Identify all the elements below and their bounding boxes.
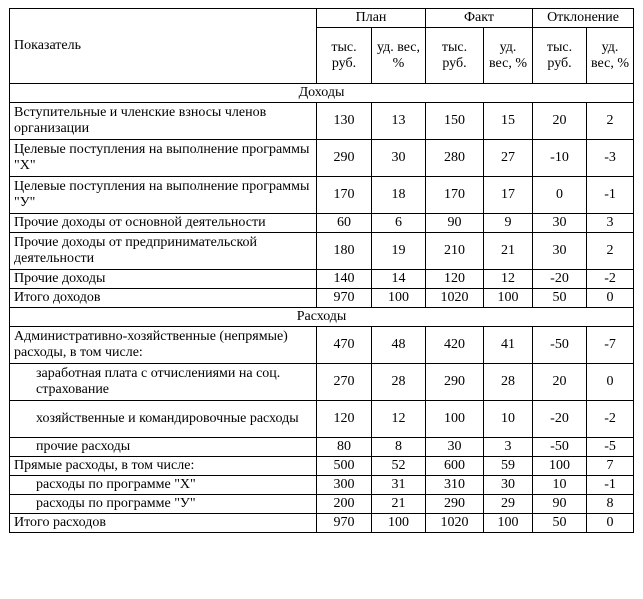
header-indicator: Показатель: [10, 9, 317, 84]
budget-table: [9, 8, 634, 533]
row-value: 30: [533, 233, 587, 270]
row-label: Административно-хозяйственные (непрямые) расходы, в том числе:: [10, 327, 317, 364]
row-value: 100: [372, 514, 426, 533]
row-label: Прочие доходы от предпринимательской деятельности: [10, 233, 317, 270]
header-unit-amount: тыс. руб.: [533, 28, 587, 84]
row-value: 41: [484, 327, 533, 364]
table-row: [10, 438, 634, 457]
row-value: -20: [533, 401, 587, 438]
row-value: 12: [484, 270, 533, 289]
header-unit-share: уд. вес, %: [372, 28, 426, 84]
row-value: 180: [317, 233, 372, 270]
section-row: [10, 84, 634, 103]
row-value: 30: [533, 214, 587, 233]
row-value: 6: [372, 214, 426, 233]
row-value: 21: [372, 495, 426, 514]
row-value: 14: [372, 270, 426, 289]
row-value: 0: [533, 177, 587, 214]
row-value: 2: [587, 103, 634, 140]
row-value: 100: [372, 289, 426, 308]
table-row: [10, 476, 634, 495]
table-row: [10, 364, 634, 401]
row-value: 120: [317, 401, 372, 438]
row-value: 28: [484, 364, 533, 401]
row-value: 100: [533, 457, 587, 476]
row-value: 200: [317, 495, 372, 514]
row-value: 31: [372, 476, 426, 495]
table-row: [10, 457, 634, 476]
table-row: [10, 289, 634, 308]
row-label: Прочие доходы от основной деятельности: [10, 214, 317, 233]
row-value: 290: [426, 495, 484, 514]
row-value: 10: [484, 401, 533, 438]
row-label: заработная плата с отчислениями на соц. страхование: [10, 364, 317, 401]
row-value: 18: [372, 177, 426, 214]
table-row: [10, 214, 634, 233]
table-row: [10, 270, 634, 289]
row-value: 50: [533, 514, 587, 533]
row-value: 21: [484, 233, 533, 270]
row-value: 970: [317, 514, 372, 533]
row-value: 20: [533, 364, 587, 401]
row-value: 140: [317, 270, 372, 289]
row-value: 120: [426, 270, 484, 289]
header-group-deviation: Отклонение: [533, 9, 634, 28]
header-unit-share: уд. вес, %: [587, 28, 634, 84]
row-label: расходы по программе "У": [10, 495, 317, 514]
row-value: 3: [484, 438, 533, 457]
row-value: 170: [317, 177, 372, 214]
row-value: 290: [317, 140, 372, 177]
row-label: Итого расходов: [10, 514, 317, 533]
row-value: 420: [426, 327, 484, 364]
row-value: 130: [317, 103, 372, 140]
row-value: 8: [587, 495, 634, 514]
row-value: 0: [587, 364, 634, 401]
row-value: 59: [484, 457, 533, 476]
row-value: 48: [372, 327, 426, 364]
header-row-groups: [10, 9, 634, 28]
row-label: хозяйственные и командировочные расходы: [10, 401, 317, 438]
row-value: -1: [587, 476, 634, 495]
row-label: Целевые поступления на выполнение программы "X": [10, 140, 317, 177]
row-value: 2: [587, 233, 634, 270]
row-value: 1020: [426, 289, 484, 308]
row-value: 20: [533, 103, 587, 140]
row-value: 100: [426, 401, 484, 438]
row-label: прочие расходы: [10, 438, 317, 457]
row-value: 9: [484, 214, 533, 233]
row-value: -50: [533, 327, 587, 364]
table-row: [10, 514, 634, 533]
table-row: [10, 103, 634, 140]
row-value: 300: [317, 476, 372, 495]
row-value: 29: [484, 495, 533, 514]
row-value: -2: [587, 401, 634, 438]
table-row: [10, 177, 634, 214]
row-value: 10: [533, 476, 587, 495]
row-value: 270: [317, 364, 372, 401]
row-value: 27: [484, 140, 533, 177]
section-title: Расходы: [10, 308, 634, 327]
row-label: Вступительные и членские взносы членов организации: [10, 103, 317, 140]
section-title: Доходы: [10, 84, 634, 103]
row-label: Прочие доходы: [10, 270, 317, 289]
section-row: [10, 308, 634, 327]
row-label: Прямые расходы, в том числе:: [10, 457, 317, 476]
header-group-fact: Факт: [426, 9, 533, 28]
row-value: 600: [426, 457, 484, 476]
row-value: 1020: [426, 514, 484, 533]
table-row: [10, 233, 634, 270]
row-value: 150: [426, 103, 484, 140]
row-value: 0: [587, 514, 634, 533]
row-value: 15: [484, 103, 533, 140]
row-value: 0: [587, 289, 634, 308]
row-value: -3: [587, 140, 634, 177]
row-value: 30: [484, 476, 533, 495]
table-row: [10, 140, 634, 177]
row-value: -20: [533, 270, 587, 289]
header-unit-share: уд. вес, %: [484, 28, 533, 84]
row-value: -10: [533, 140, 587, 177]
row-value: 90: [426, 214, 484, 233]
row-value: 210: [426, 233, 484, 270]
header-group-plan: План: [317, 9, 426, 28]
header-unit-amount: тыс. руб.: [426, 28, 484, 84]
row-value: 13: [372, 103, 426, 140]
row-value: 19: [372, 233, 426, 270]
row-value: 30: [426, 438, 484, 457]
row-label: расходы по программе "X": [10, 476, 317, 495]
row-value: 290: [426, 364, 484, 401]
row-value: 3: [587, 214, 634, 233]
header-unit-amount: тыс. руб.: [317, 28, 372, 84]
row-value: 970: [317, 289, 372, 308]
row-value: -5: [587, 438, 634, 457]
row-label: Итого доходов: [10, 289, 317, 308]
table-row: [10, 495, 634, 514]
row-value: 7: [587, 457, 634, 476]
row-value: 90: [533, 495, 587, 514]
row-value: 500: [317, 457, 372, 476]
row-value: -2: [587, 270, 634, 289]
row-value: 17: [484, 177, 533, 214]
row-value: 52: [372, 457, 426, 476]
row-value: -1: [587, 177, 634, 214]
row-value: 170: [426, 177, 484, 214]
row-value: -7: [587, 327, 634, 364]
row-value: 470: [317, 327, 372, 364]
row-label: Целевые поступления на выполнение программы "У": [10, 177, 317, 214]
row-value: 100: [484, 514, 533, 533]
table-row: [10, 401, 634, 438]
row-value: 30: [372, 140, 426, 177]
row-value: 12: [372, 401, 426, 438]
row-value: 28: [372, 364, 426, 401]
row-value: 80: [317, 438, 372, 457]
row-value: 60: [317, 214, 372, 233]
row-value: -50: [533, 438, 587, 457]
row-value: 50: [533, 289, 587, 308]
row-value: 100: [484, 289, 533, 308]
row-value: 280: [426, 140, 484, 177]
row-value: 8: [372, 438, 426, 457]
row-value: 310: [426, 476, 484, 495]
table-row: [10, 327, 634, 364]
